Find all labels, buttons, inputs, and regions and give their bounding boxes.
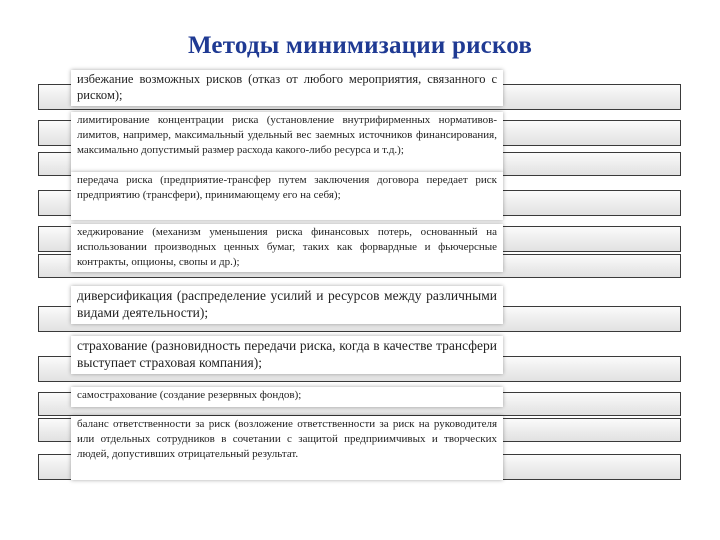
- method-item: передача риска (предприятие-трансфер путем заключения договора передает риск предприятию (трансфери), принимающему его на себя);: [71, 172, 503, 220]
- method-item: диверсификация (распределение усилий и ресурсов между различными видами деятельности);: [71, 286, 503, 324]
- method-item: страхование (разновидность передачи риска, когда в качестве трансфери выступает страховая компания);: [71, 336, 503, 374]
- method-item: баланс ответственности за риск (возложение ответственности за риск на руководителя или отдельных сотрудников в сочетании с защитой предприимчивых и творческих людей, допустивших отрицательный результат.: [71, 416, 503, 480]
- page-title: Методы минимизации рисков: [187, 32, 533, 59]
- method-item: самострахование (создание резервных фондов);: [71, 387, 503, 407]
- method-item: избежание возможных рисков (отказ от любого мероприятия, связанного с риском);: [71, 70, 503, 106]
- method-item: лимитирование концентрации риска (установление внутрифирменных нормативов-лимитов, например, максимальный удельный вес заемных источников финансирования, максимально допустимый размер расхода какого-либо ресурса и т.д.);: [71, 112, 503, 174]
- method-item: хеджирование (механизм уменьшения риска финансовых потерь, основанный на использовании производных ценных бумаг, таких как форвардные и фьючерсные контракты, опционы, свопы и др.);: [71, 224, 503, 272]
